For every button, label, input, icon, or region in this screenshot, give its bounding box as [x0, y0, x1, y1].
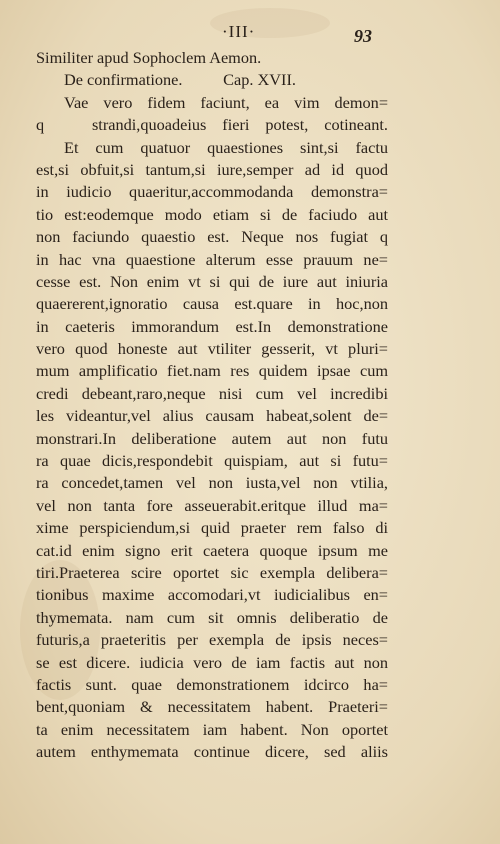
text-line: tio est:eodemque modo etiam si de faciudo aut: [36, 204, 388, 224]
page-number: 93: [354, 26, 372, 46]
text-line: q strandi,quoadeius fieri potest, cotineant.: [36, 115, 388, 135]
chapter-heading: De confirmatione. Cap. XVII.: [64, 70, 296, 90]
text-line: se est dicere. iudicia vero de iam factis aut non: [36, 652, 388, 672]
text-line: xime perspiciendum,si quid praeter rem falso di: [36, 518, 388, 538]
text-line: ra concedet,tamen vel non iusta,vel non vtilia,: [36, 473, 388, 493]
text-line: in hac vna quaestione alterum esse prauum ne=: [36, 249, 388, 269]
text-line: bent,quoniam & necessitatem habent. Praeteri=: [36, 697, 388, 717]
text-line: in caeteris immorandum est.In demonstratione: [36, 316, 388, 336]
text-line: tionibus maxime accomodari,vt iudicialibus en=: [36, 585, 388, 605]
text-line: Et cum quatuor quaestiones sint,si factu: [64, 137, 388, 157]
running-head: [0, 20, 500, 46]
body-text: [36, 47, 388, 764]
text-line: cesse est. Non enim vt si qui de iure aut iniuria: [36, 271, 388, 291]
text-line: Vae vero fidem faciunt, ea vim demon=: [64, 92, 388, 112]
text-line: tiri.Praeterea scire oportet sic exempla delibera=: [36, 562, 388, 582]
text-line: autem enthymemata continue dicere, sed aliis: [36, 742, 388, 762]
text-line: quaererent,ignoratio causa est.quare in hoc,non: [36, 294, 388, 314]
text-line: ta enim necessitatem iam habent. Non oportet: [36, 719, 388, 739]
text-line: les videantur,vel alius causam habeat,solent de=: [36, 406, 388, 426]
text-line: cat.id enim signo erit caetera quoque ipsum me: [36, 540, 388, 560]
text-line: credi debeant,raro,neque nisi cum vel incredibi: [36, 383, 388, 403]
text-line: vero quod honeste aut vtiliter gesserit, vt pluri=: [36, 339, 388, 359]
text-line: ra quae dicis,respondebit quispiam, aut si futu=: [36, 451, 388, 471]
text-line: non faciundo quaestio est. Neque nos fugiat q: [36, 227, 388, 247]
text-line: factis sunt. quae demonstrationem idcirco ha=: [36, 674, 388, 694]
text-line: thymemata. nam cum sit omnis deliberatio de: [36, 607, 388, 627]
text-line: monstrari.In deliberatione autem aut non futu: [36, 428, 388, 448]
text-line: mum amplificatio fiet.nam res quidem ipsae cum: [36, 361, 388, 381]
text-line: vel non tanta fore asseuerabit.eritque illud ma=: [36, 495, 388, 515]
signature-mark: ·III·: [222, 22, 256, 41]
text-line: futuris,a praeteritis per exempla de ipsis neces=: [36, 630, 388, 650]
text-line: Similiter apud Sophoclem Aemon.: [36, 48, 262, 67]
text-line: in iudicio quaeritur,accommodanda demonstra=: [36, 182, 388, 202]
text-line: est,si obfuit,si tantum,si iure,semper ad id quod: [36, 159, 388, 179]
